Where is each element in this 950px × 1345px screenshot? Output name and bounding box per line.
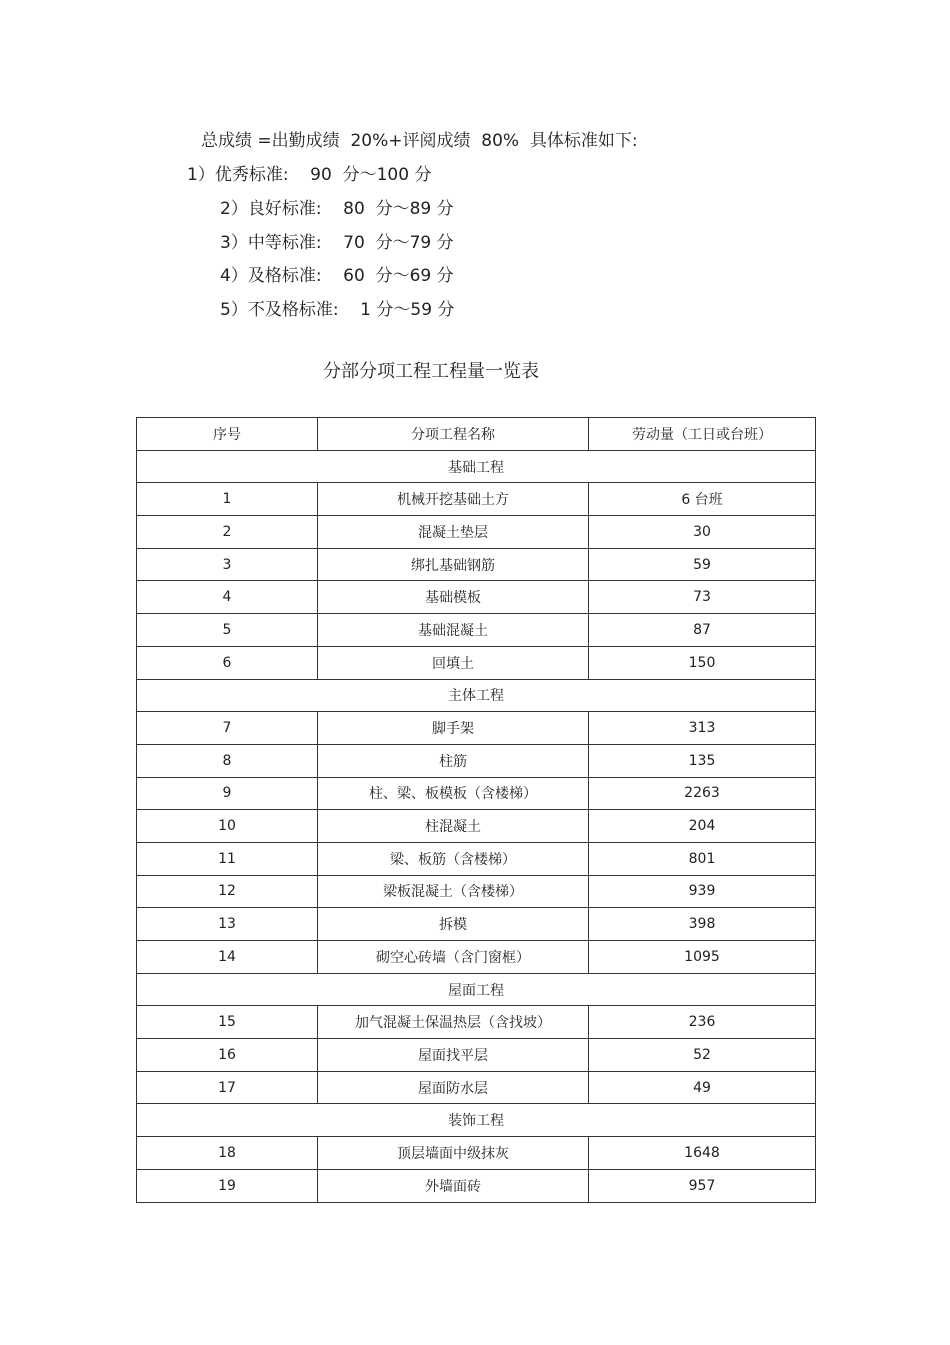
cell-no: 14 xyxy=(137,941,318,974)
cell-name: 柱混凝土 xyxy=(318,810,589,843)
cell-labor: 1648 xyxy=(589,1137,816,1170)
cell-labor: 2263 xyxy=(589,777,816,810)
cell-name: 基础混凝土 xyxy=(318,614,589,647)
table-row xyxy=(137,810,816,843)
cell-no: 18 xyxy=(137,1137,318,1170)
cell-name: 脚手架 xyxy=(318,712,589,745)
table-row xyxy=(137,1169,816,1202)
table-row xyxy=(137,908,816,941)
cell-no: 10 xyxy=(137,810,318,843)
cell-no: 9 xyxy=(137,777,318,810)
cell-no: 16 xyxy=(137,1039,318,1072)
cell-labor: 236 xyxy=(589,1006,816,1039)
table-row xyxy=(137,777,816,810)
section-title: 屋面工程 xyxy=(137,973,816,1006)
section-row xyxy=(137,679,816,712)
section-row xyxy=(137,1104,816,1137)
cell-no: 13 xyxy=(137,908,318,941)
cell-no: 15 xyxy=(137,1006,318,1039)
cell-labor: 87 xyxy=(589,614,816,647)
table-row xyxy=(137,516,816,549)
section-title: 基础工程 xyxy=(137,450,816,483)
cell-no: 4 xyxy=(137,581,318,614)
section-title: 主体工程 xyxy=(137,679,816,712)
cell-no: 2 xyxy=(137,516,318,549)
table-row xyxy=(137,842,816,875)
cell-name: 顶层墙面中级抹灰 xyxy=(318,1137,589,1170)
cell-no: 19 xyxy=(137,1169,318,1202)
section-row xyxy=(137,973,816,1006)
cell-no: 7 xyxy=(137,712,318,745)
cell-labor: 6 台班 xyxy=(589,483,816,516)
cell-name: 绑扎基础钢筋 xyxy=(318,548,589,581)
cell-labor: 49 xyxy=(589,1071,816,1104)
grade-excellent: 1）优秀标准: 90 分～100 分 xyxy=(187,165,432,185)
cell-labor: 150 xyxy=(589,646,816,679)
cell-name: 加气混凝土保温热层（含找坡） xyxy=(318,1006,589,1039)
table-row xyxy=(137,712,816,745)
cell-no: 3 xyxy=(137,548,318,581)
table-row xyxy=(137,744,816,777)
cell-labor: 313 xyxy=(589,712,816,745)
cell-name: 梁板混凝土（含楼梯） xyxy=(318,875,589,908)
grade-pass: 4）及格标准: 60 分～69 分 xyxy=(220,266,454,286)
cell-labor: 59 xyxy=(589,548,816,581)
grade-medium: 3）中等标准: 70 分～79 分 xyxy=(220,233,454,253)
cell-labor: 73 xyxy=(589,581,816,614)
cell-name: 混凝土垫层 xyxy=(318,516,589,549)
cell-labor: 52 xyxy=(589,1039,816,1072)
cell-name: 屋面防水层 xyxy=(318,1071,589,1104)
table-header-row xyxy=(137,418,816,451)
cell-name: 梁、板筋（含楼梯） xyxy=(318,842,589,875)
header-labor: 劳动量（工日或台班） xyxy=(589,418,816,451)
cell-labor: 398 xyxy=(589,908,816,941)
cell-labor: 939 xyxy=(589,875,816,908)
cell-labor: 957 xyxy=(589,1169,816,1202)
table-row xyxy=(137,548,816,581)
cell-no: 1 xyxy=(137,483,318,516)
cell-labor: 801 xyxy=(589,842,816,875)
header-name: 分项工程名称 xyxy=(318,418,589,451)
table-row xyxy=(137,614,816,647)
cell-no: 5 xyxy=(137,614,318,647)
grade-formula: 总成绩 =出勤成绩 20%+评阅成绩 80% 具体标准如下: xyxy=(201,131,638,151)
section-row xyxy=(137,450,816,483)
cell-name: 柱筋 xyxy=(318,744,589,777)
cell-labor: 204 xyxy=(589,810,816,843)
grade-good: 2）良好标准: 80 分～89 分 xyxy=(220,199,454,219)
section-title: 装饰工程 xyxy=(137,1104,816,1137)
cell-labor: 1095 xyxy=(589,941,816,974)
cell-no: 12 xyxy=(137,875,318,908)
table-row xyxy=(137,1039,816,1072)
table-row xyxy=(137,1006,816,1039)
cell-name: 拆模 xyxy=(318,908,589,941)
cell-no: 8 xyxy=(137,744,318,777)
cell-no: 11 xyxy=(137,842,318,875)
cell-name: 回填土 xyxy=(318,646,589,679)
cell-name: 基础模板 xyxy=(318,581,589,614)
cell-name: 外墙面砖 xyxy=(318,1169,589,1202)
cell-name: 柱、梁、板模板（含楼梯） xyxy=(318,777,589,810)
grade-fail: 5）不及格标准: 1 分～59 分 xyxy=(220,300,455,320)
header-no: 序号 xyxy=(137,418,318,451)
table-row xyxy=(137,875,816,908)
table-row xyxy=(137,1137,816,1170)
table-row xyxy=(137,941,816,974)
cell-labor: 135 xyxy=(589,744,816,777)
table-title: 分部分项工程工程量一览表 xyxy=(323,361,539,382)
cell-name: 屋面找平层 xyxy=(318,1039,589,1072)
cell-name: 机械开挖基础土方 xyxy=(318,483,589,516)
cell-labor: 30 xyxy=(589,516,816,549)
cell-no: 6 xyxy=(137,646,318,679)
cell-name: 砌空心砖墙（含门窗框） xyxy=(318,941,589,974)
table-row xyxy=(137,483,816,516)
table-row xyxy=(137,646,816,679)
table-row xyxy=(137,1071,816,1104)
work-quantity-table xyxy=(136,417,816,1203)
table-row xyxy=(137,581,816,614)
cell-no: 17 xyxy=(137,1071,318,1104)
